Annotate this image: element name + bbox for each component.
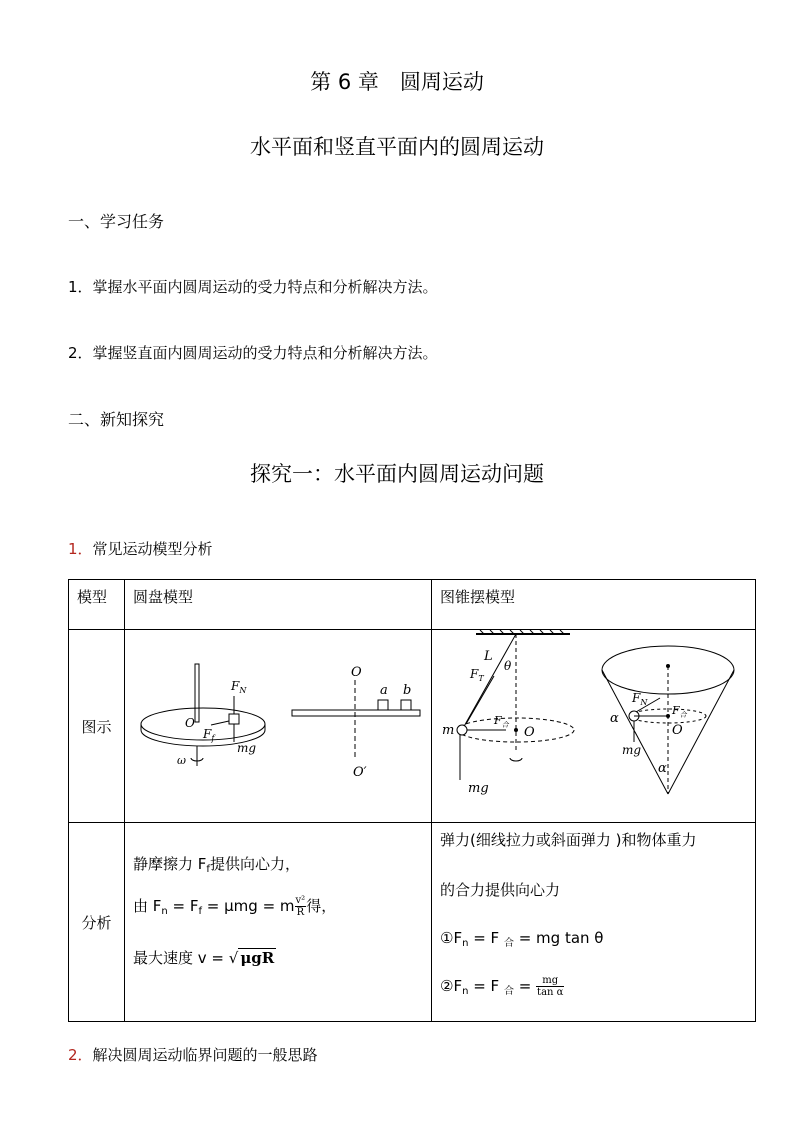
- rotation-axis: [195, 664, 199, 722]
- table-header-row: [69, 580, 756, 630]
- cone-analysis-cell: [432, 823, 756, 1022]
- conical-pendulum-diagram: [432, 630, 756, 818]
- disk-analysis-cell: [125, 823, 432, 1022]
- inquiry-title: 探究一：水平面内圆周运动问题: [250, 462, 544, 486]
- label-theta: θ: [504, 659, 512, 673]
- label-o-top: O: [351, 665, 362, 680]
- label-ff: $F_f$: [203, 727, 215, 743]
- label-l: L: [484, 649, 493, 664]
- row-label-analysis: 分析: [69, 823, 125, 1022]
- label-omega: ω: [177, 754, 186, 767]
- chapter-title: 第 6 章 圆周运动: [310, 70, 484, 94]
- subsection-number: 2．: [68, 1046, 93, 1064]
- disk-diagram-cell: [125, 630, 432, 823]
- fraction-mg-over-tan: $\frac{mg}{\text{tan α}}$: [537, 975, 564, 998]
- ff-arrow: [211, 721, 229, 725]
- rotation-arrow-icon: [510, 758, 522, 761]
- label-a: a: [380, 683, 388, 698]
- label-mg: mg: [237, 741, 257, 755]
- label-fnet-cone: $F_合$: [672, 704, 687, 719]
- subsection-text: 常见运动模型分析: [92, 540, 213, 558]
- disk-analysis-line-3: 最大速度 v = √ μgR: [133, 949, 275, 967]
- sqrt-expression: √ μgR: [228, 949, 275, 967]
- block-b: [401, 700, 411, 710]
- label-mg-cone: mg: [468, 781, 489, 796]
- header-cell-disk: 圆盘模型: [125, 580, 432, 630]
- subsection-heading-1: [68, 538, 213, 559]
- cone-analysis-line-3: $①F_n = F$ $_合$ = mg tan θ: [440, 929, 604, 949]
- section-heading-learning-tasks: 一、学习任务: [68, 212, 165, 231]
- block-a: [378, 700, 388, 710]
- subsection-text: 解决圆周运动临界问题的一般思路: [92, 1046, 318, 1064]
- disk-analysis-line-2: 由 $F_n = F_f = \mu mg = m$ $\frac{\text{v²}}{R}$ 得，: [133, 895, 337, 918]
- label-ft: $F_T$: [470, 667, 484, 683]
- cone-analysis-line-4: $②F_n = F$ $_合$ = $\frac{mg}{\text{tan α}}$: [440, 975, 564, 998]
- header-cell-model: 模型: [69, 580, 125, 630]
- label-o-cone2: O: [672, 723, 683, 738]
- section-heading-new-knowledge: 二、新知探究: [68, 410, 165, 429]
- header-cell-cone: 图锥摆模型: [432, 580, 756, 630]
- center-dot: [514, 728, 518, 732]
- analysis-row: [69, 823, 756, 1022]
- ft-arrow: [466, 676, 494, 724]
- cone-analysis-line-2: 的合力提供向心力: [440, 881, 561, 899]
- label-m: m: [442, 723, 455, 738]
- disk-analysis-line-1: 静摩擦力 $F_f$提供向心力，: [133, 855, 300, 875]
- label-o: O: [185, 716, 195, 730]
- block-on-disk: [229, 714, 239, 724]
- task-item-1: 1．掌握水平面内圆周运动的受力特点和分析解决方法。: [68, 278, 438, 296]
- fraction-v2-over-r: $\frac{\text{v²}}{R}$: [295, 895, 306, 918]
- label-f-net: $F_合$: [494, 714, 509, 729]
- label-o-prime: O′: [353, 765, 367, 780]
- subsection-number: 1．: [68, 540, 93, 558]
- cone-top-dot: [666, 664, 670, 668]
- model-table: [68, 579, 756, 1022]
- subsection-heading-2: [68, 1044, 318, 1065]
- lesson-title: 水平面和竖直平面内的圆周运动: [250, 135, 544, 159]
- pendulum-bob: [457, 725, 467, 735]
- label-alpha-bottom: α: [658, 761, 667, 776]
- diagram-row: [69, 630, 756, 823]
- cone-analysis-line-1: 弹力(细线拉力或斜面弹力 )和物体重力: [440, 831, 697, 849]
- label-b: b: [403, 683, 412, 698]
- label-alpha-left: α: [610, 711, 619, 726]
- disk-side-view: [292, 710, 420, 716]
- label-fn-cone: $F_N$: [632, 691, 648, 707]
- disk-model-diagram: [125, 630, 432, 818]
- label-fn: $F_N$: [231, 679, 247, 695]
- label-mg-cone2: mg: [622, 743, 642, 757]
- task-item-2: 2．掌握竖直面内圆周运动的受力特点和分析解决方法。: [68, 344, 438, 362]
- cone-center-dot: [666, 714, 670, 718]
- label-o-cone: O: [524, 725, 535, 740]
- row-label-diagram: 图示: [69, 630, 125, 823]
- cone-diagram-cell: [432, 630, 756, 823]
